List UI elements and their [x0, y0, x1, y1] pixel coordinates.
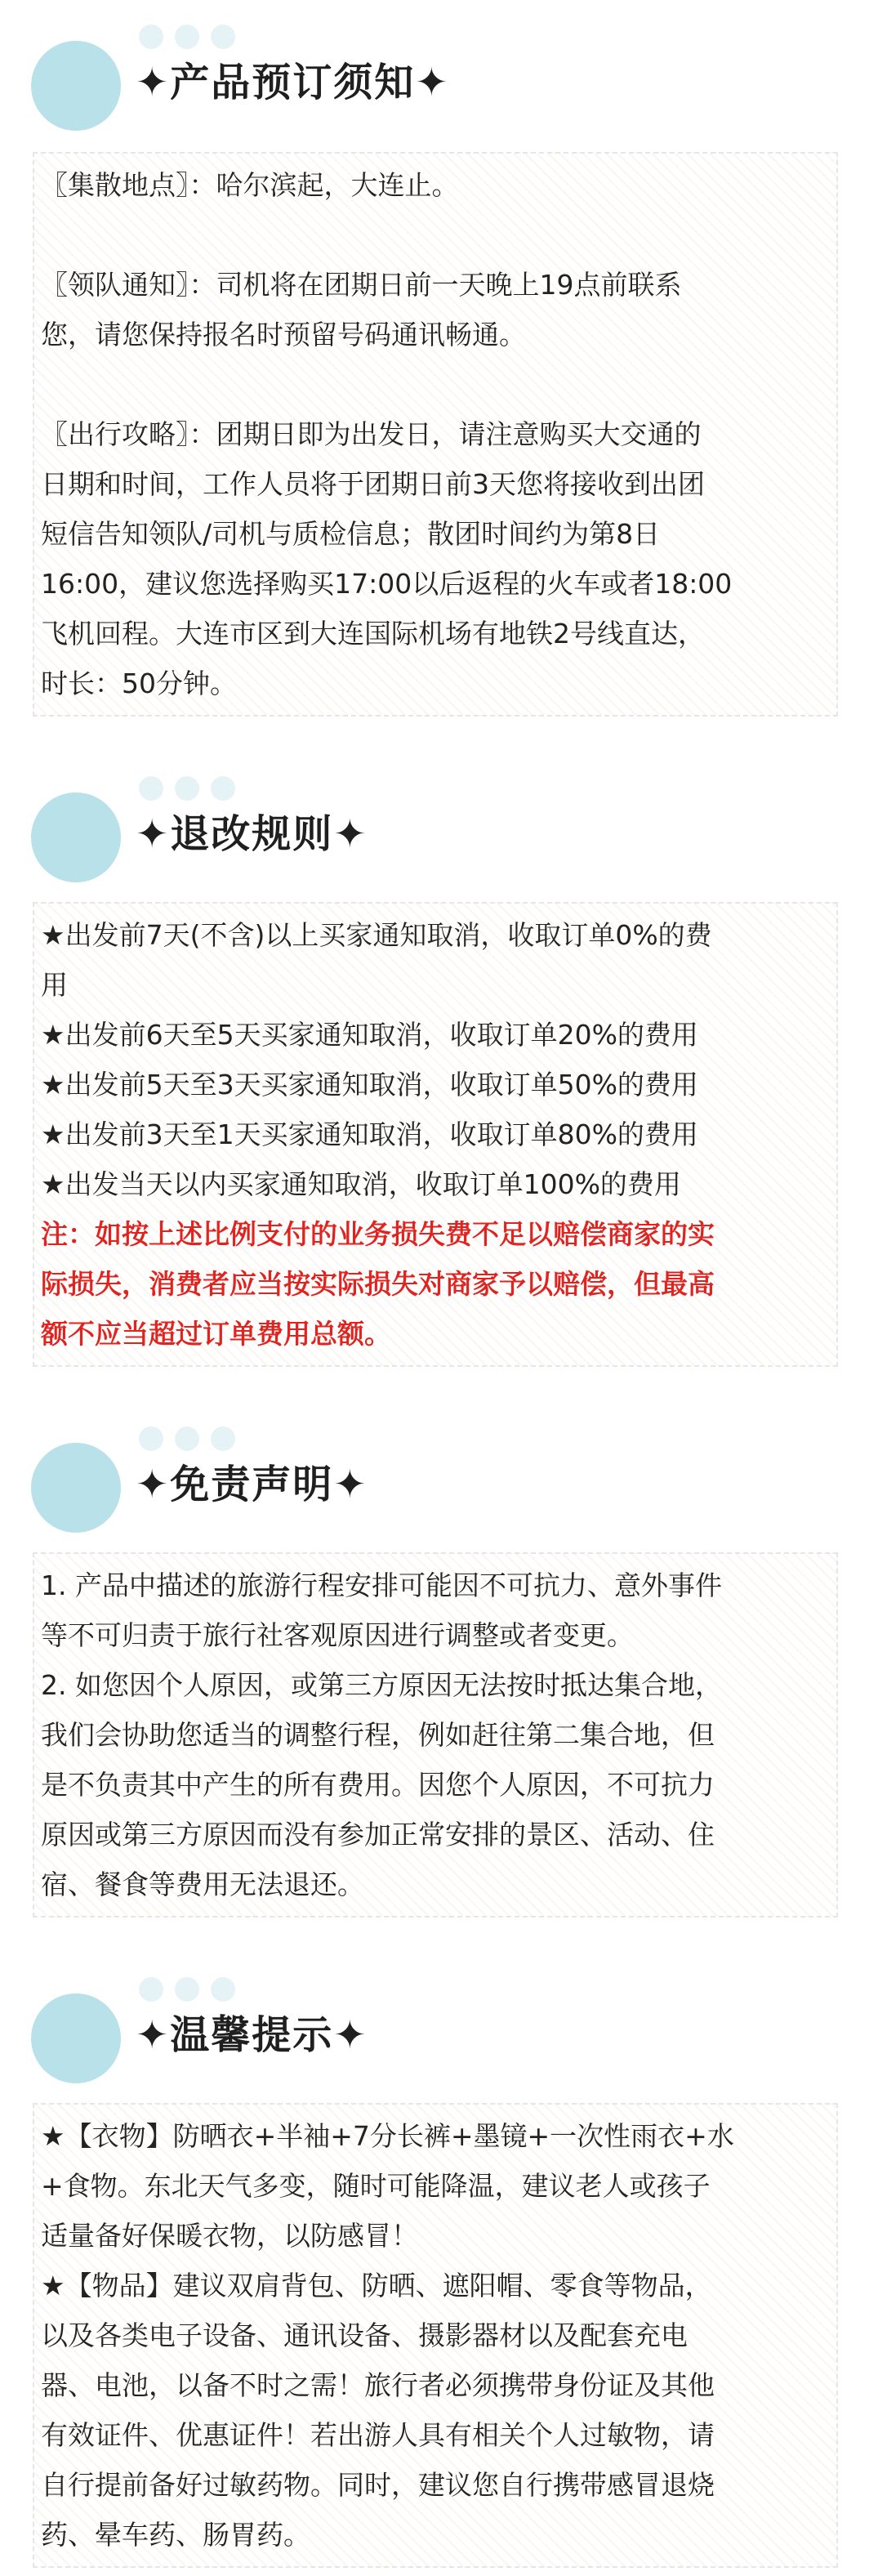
dot-icon: [175, 776, 199, 801]
text-line: 〖领队通知〗：司机将在团期日前一天晚上19点前联系: [41, 269, 682, 301]
section-title: ✦产品预订须知✦: [136, 60, 450, 105]
spacer: [41, 359, 830, 409]
disclaimer-box: [33, 1552, 838, 1917]
section-header: [0, 1402, 869, 1525]
circle-icon: [31, 1993, 121, 2083]
text-line: 适量备好保暖衣物，以防感冒！: [41, 2220, 418, 2252]
spacer: [41, 210, 830, 260]
text-line: +食物。东北天气多变，随时可能降温，建议老人或孩子: [41, 2170, 711, 2202]
decor-dots: [139, 25, 235, 49]
section-refund-rules: [0, 752, 869, 1350]
text-line: 等不可归责于旅行社客观原因进行调整或者变更。: [41, 1619, 634, 1651]
section-title: ✦免责声明✦: [136, 1462, 368, 1507]
dot-icon: [139, 1426, 163, 1451]
rule-line: ★出发当天以内买家通知取消，收取订单100%的费用: [41, 1168, 681, 1200]
section-booking-notice: [0, 0, 869, 699]
dot-icon: [139, 25, 163, 49]
notice-box: [33, 152, 838, 717]
decor-dots: [139, 1977, 235, 2002]
dot-icon: [139, 1977, 163, 2002]
text-line: 有效证件、优惠证件！若出游人具有相关个人过敏物，请: [41, 2419, 715, 2451]
section-title: ✦温馨提示✦: [136, 2012, 368, 2058]
section-header: [0, 752, 869, 874]
text-line: 2. 如您因个人原因，或第三方原因无法按时抵达集合地，: [41, 1669, 722, 1701]
circle-icon: [31, 1443, 121, 1533]
circle-icon: [31, 792, 121, 882]
note-line: 额不应当超过订单费用总额。: [41, 1318, 391, 1350]
rule-line: ★出发前3天至1天买家通知取消，收取订单80%的费用: [41, 1118, 698, 1150]
dot-icon: [211, 1426, 235, 1451]
dot-icon: [211, 1977, 235, 2002]
rules-box: [33, 902, 838, 1367]
text-line: 器、电池，以备不时之需！旅行者必须携带身份证及其他: [41, 2369, 715, 2401]
text-line: ★【衣物】防晒衣+半袖+7分长裤+墨镜+一次性雨衣+水: [41, 2120, 734, 2152]
tips-box: [33, 2103, 838, 2568]
dot-icon: [139, 776, 163, 801]
section-title: ✦退改规则✦: [136, 811, 368, 857]
rule-line: ★出发前6天至5天买家通知取消，收取订单20%的费用: [41, 1019, 698, 1051]
dot-icon: [175, 1426, 199, 1451]
text-line: 16:00，建议您选择购买17:00以后返程的火车或者18:00: [41, 568, 733, 600]
rule-line: 用: [41, 969, 68, 1001]
dot-icon: [175, 25, 199, 49]
text-line: 时长：50分钟。: [41, 667, 237, 699]
circle-icon: [31, 41, 121, 131]
text-line: ★【物品】建议双肩背包、防晒、遮阳帽、零食等物品，: [41, 2270, 712, 2301]
note-line: 注：如按上述比例支付的业务损失费不足以赔偿商家的实: [41, 1218, 715, 1250]
section-tips: [0, 1953, 869, 2551]
text-line: 日期和时间，工作人员将于团期日前3天您将接收到出团: [41, 468, 705, 500]
rule-line: ★出发前5天至3天买家通知取消，收取订单50%的费用: [41, 1069, 698, 1100]
text-line: 宿、餐食等费用无法退还。: [41, 1868, 364, 1900]
text-line: 是不负责其中产生的所有费用。因您个人原因，不可抗力: [41, 1769, 715, 1801]
text-line: 短信告知领队/司机与质检信息；散团时间约为第8日: [41, 518, 661, 550]
section-header: [0, 1953, 869, 2075]
decor-dots: [139, 776, 235, 801]
dot-icon: [175, 1977, 199, 2002]
text-line: 1. 产品中描述的旅游行程安排可能因不可抗力、意外事件: [41, 1569, 722, 1601]
text-line: 以及各类电子设备、通讯设备、摄影器材以及配套充电: [41, 2319, 688, 2351]
text-line: 我们会协助您适当的调整行程，例如赶往第二集合地，但: [41, 1719, 715, 1751]
section-disclaimer: [0, 1402, 869, 1900]
text-line: 〖出行攻略〗：团期日即为出发日，请注意购买大交通的: [41, 418, 702, 450]
text-line: 自行提前备好过敏药物。同时，建议您自行携带感冒退烧: [41, 2469, 715, 2501]
section-header: [0, 0, 869, 123]
text-line: 您，请您保持报名时预留号码通讯畅通。: [41, 319, 526, 350]
text-line: 药、晕车药、肠胃药。: [41, 2519, 310, 2551]
note-line: 际损失，消费者应当按实际损失对商家予以赔偿，但最高: [41, 1268, 715, 1300]
dot-icon: [211, 25, 235, 49]
rule-line: ★出发前7天(不含)以上买家通知取消，收取订单0%的费: [41, 919, 712, 951]
text-line: 飞机回程。大连市区到大连国际机场有地铁2号线直达，: [41, 618, 705, 650]
decor-dots: [139, 1426, 235, 1451]
text-line: 原因或第三方原因而没有参加正常安排的景区、活动、住: [41, 1819, 715, 1851]
dot-icon: [211, 776, 235, 801]
text-line: 〖集散地点〗：哈尔滨起，大连止。: [41, 169, 459, 201]
